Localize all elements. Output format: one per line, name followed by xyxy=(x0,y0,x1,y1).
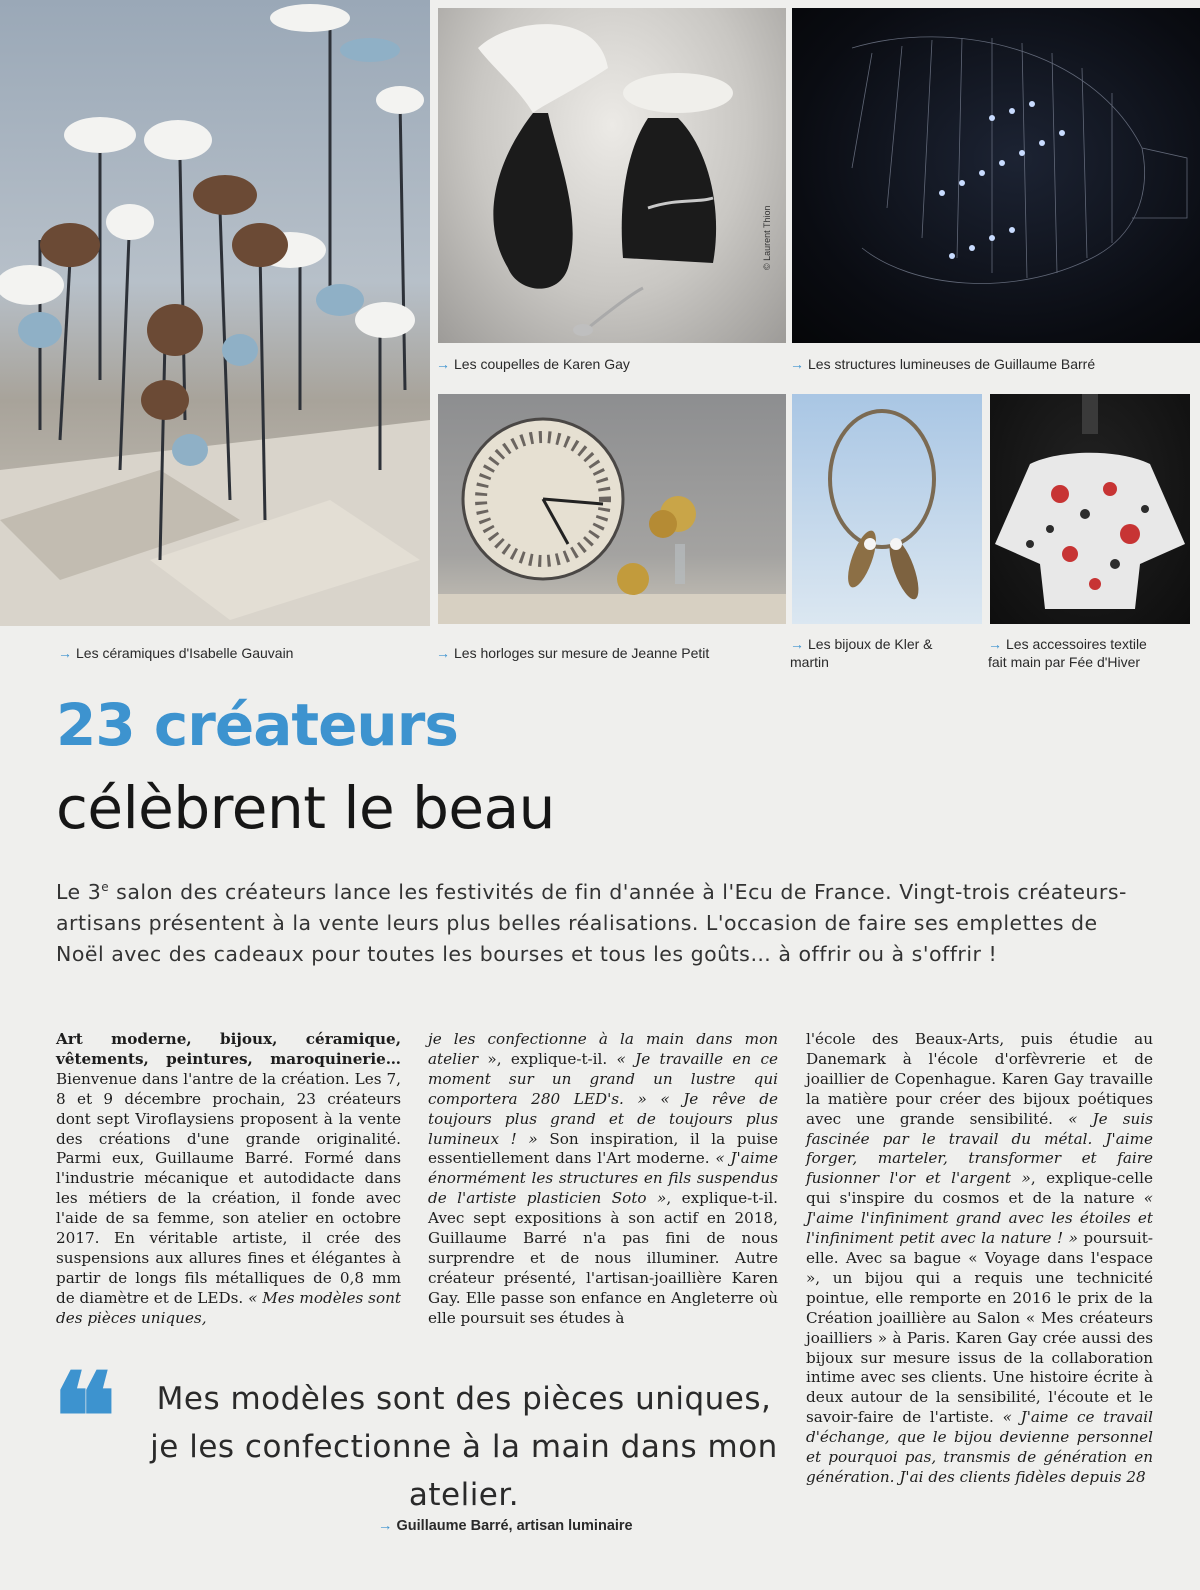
photo-ceramics xyxy=(0,0,430,626)
caption-ceramiques: → Les céramiques d'Isabelle Gauvain xyxy=(58,645,294,661)
textile-illustration xyxy=(990,394,1190,624)
arrow-icon: → xyxy=(436,356,450,372)
headline-line1: 23 créateurs xyxy=(56,691,458,759)
coupelles-illustration xyxy=(438,8,786,343)
arrow-icon: → xyxy=(790,356,804,372)
photo-credit: © Laurent Thion xyxy=(762,205,772,270)
pull-quote: Mes modèles sont des pièces uniques, je les confectionne à la main dans mon atelier. xyxy=(150,1381,778,1513)
caption-textile: → Les accessoires textile fait main par Fée d'Hiver xyxy=(988,636,1147,670)
caption-coupelles: → Les coupelles de Karen Gay xyxy=(436,356,630,372)
arrow-icon: → xyxy=(790,636,804,652)
caption-structures: → Les structures lumineuses de Guillaume Barré xyxy=(790,356,1096,372)
caption-horloges: → Les horloges sur mesure de Jeanne Petit xyxy=(436,645,710,661)
clock-illustration xyxy=(438,394,786,624)
photo-coupelles xyxy=(438,8,786,343)
arrow-icon: → xyxy=(58,645,72,661)
arrow-icon: → xyxy=(436,645,450,661)
arrow-icon: → xyxy=(988,636,1002,652)
lead-in: Art moderne, bijoux, céramique, vêtements, peintures, maroquinerie… xyxy=(56,1030,401,1068)
bijoux-illustration xyxy=(792,394,982,624)
arrow-icon: → xyxy=(378,1518,393,1534)
article-column-3: l'école des Beaux-Arts, puis étudie au Danemark à l'école d'orfèvrerie et de joaillier de Copenhague. Karen Gay travaille la matière pour créer des bijoux poétiques avec une grande sensibilité. « Je suis fascinée par le travail du métal. J'aime forger, marteler, transformer et faire fusionner l'or et l'argent », explique-celle qui s'inspire du cosmos et de la nature « J'aime l'infiniment grand avec les étoiles et l'infiniment petit avec la nature ! » poursuit-elle. Avec sa bague « Voyage dans l'espace », un bijou qui a requis une technicité pointue, elle remporte en 2016 le prix de la Création joaillière au Salon « Mes créateurs joailliers » à Paris. Karen Gay crée aussi des bijoux sur mesure issus de la collaboration intime avec ses clients. Une histoire écrite à deux autour de la sensibilité, l'écoute et le savoir-faire de l'artiste. « J'aime ce travail d'échange, que le bijou devienne personnel et pourquoi pas, transmis de génération en génération. J'ai des clients fidèles depuis 28 xyxy=(806,1030,1154,1486)
structures-illustration xyxy=(792,8,1200,343)
pull-quote-author: → Guillaume Barré, artisan luminaire xyxy=(378,1518,633,1534)
headline-line2: célèbrent le beau xyxy=(56,774,555,842)
photo-textile xyxy=(990,394,1190,624)
intro-paragraph: Le 3e salon des créateurs lance les festivités de fin d'année à l'Ecu de France. Vingt-trois créateurs-artisans présentent à la vente leurs plus belles réalisations. L'occasion de faire ses emplettes de Noël avec des cadeaux pour toutes les bourses et tous les goûts… à offrir ou à s'offrir ! xyxy=(56,879,1127,966)
ceramics-illustration xyxy=(0,0,430,626)
photo-bijoux xyxy=(792,394,982,624)
photo-clock xyxy=(438,394,786,624)
article-column-1: Art moderne, bijoux, céramique, vêtements, peintures, maroquinerie… Bienvenue dans l'antre de la création. Les 7, 8 et 9 décembre prochain, 23 créateurs dont sept Viroflaysiens proposent à la vente des créations d'une grande originalité. Parmi eux, Guillaume Barré. Formé dans l'industrie mécanique et autodidacte dans les métiers de la création, il fonde avec l'aide de sa femme, son atelier en octobre 2017. En véritable artiste, il crée des suspensions aux allures fines et élégantes à partir de longs fils métalliques de 0,8 mm de diamètre et de LEDs. « Mes modèles sont des pièces uniques, xyxy=(56,1030,401,1327)
photo-structures xyxy=(792,8,1200,343)
quote-mark-icon: ❝ xyxy=(52,1347,117,1488)
caption-bijoux: → Les bijoux de Kler & martin xyxy=(790,636,933,670)
article-column-2: je les confectionne à la main dans mon atelier », explique-t-il. « Je travaille en ce moment sur un grand un lustre qui comportera 280 LED's. » « Je rêve de toujours plus grand et de toujours plus lumineux ! » Son inspiration, il la puise essentiellement dans l'Art moderne. « J'aime énormément les structures en fils suspendus de l'artiste plasticien Soto », explique-t-il. Avec sept expositions à son actif en 2018, Guillaume Barré n'a pas fini de nous surprendre et de nous illuminer. Autre créateur présenté, l'artisan-joaillière Karen Gay. Elle passe son enfance en Angleterre où elle poursuit ses études à xyxy=(428,1030,778,1327)
